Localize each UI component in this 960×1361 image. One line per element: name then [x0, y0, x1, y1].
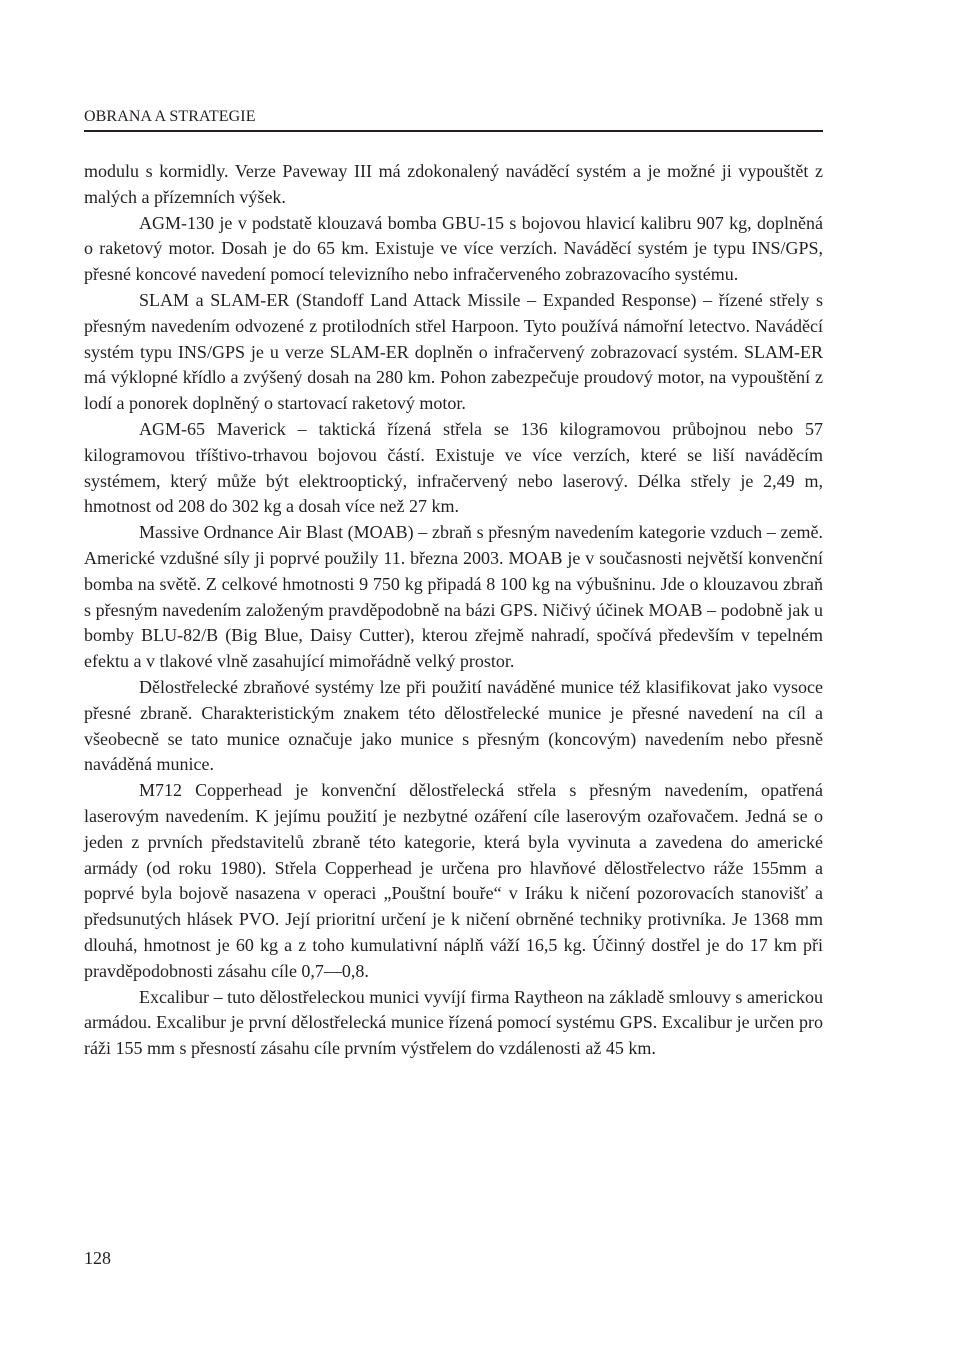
page-number: 128 [84, 1248, 111, 1268]
paragraph: Massive Ordnance Air Blast (MOAB) – zbraň s přesným navedením kategorie vzduch – země. Americké vzdušné síly ji poprvé použily 11. března 2003. MOAB je v současnosti největší konvenční bomba na světě. Z celkové hmotnosti 9 750 kg připadá 8 100 kg na výbušninu. Jde o klouzavou zbraň s přesným navedením založeným pravděpodobně na bázi GPS. Ničivý účinek MOAB – podobně jak u bomby BLU-82/B (Big Blue, Daisy Cutter), kterou zřejmě nahradí, spočívá především v tepelném efektu a v tlakové vlně zasahující mimořádně velký prostor. [84, 522, 823, 672]
paragraph: Dělostřelecké zbraňové systémy lze při použití naváděné munice též klasifikovat jako vysoce přesné zbraně. Charakteristickým znakem této dělostřelecké munice je přesné navedení na cíl a všeobecně se tato munice označuje jako munice s přesným (koncovým) navedením nebo přesně naváděná munice. [84, 676, 823, 775]
paragraph: M712 Copperhead je konvenční dělostřelecká střela s přesným navedením, opatřená laserovým navedením. K jejímu použití je nezbytné ozáření cíle laserovým ozařovačem. Jedná se o jeden z prvních představitelů zbraně této kategorie, která byla vyvinuta a zavedena do americké armády (od roku 1980). Střela Copperhead je určena pro hlavňové dělostřelectvo ráže 155mm a poprvé byla bojově nasazena v operaci „Pouštní bouře“ v Iráku k ničení pozorovacích stanovišť a předsunutých hlásek PVO. Její prioritní určení je k ničení obrněné techniky protivníka. Je 1368 mm dlouhá, hmotnost je 60 kg a z toho kumulativní náplň váží 16,5 kg. Účinný dostřel je do 17 km při pravděpodobnosti zásahu cíle 0,7—0,8. [84, 780, 823, 981]
paragraph: AGM-130 je v podstatě klouzavá bomba GBU-15 s bojovou hlavicí kalibru 907 kg, doplněná o raketový motor. Dosah je do 65 km. Existuje ve více verzích. Naváděcí systém je typu INS/GPS, přesné koncové navedení pomocí televizního nebo infračerveného zobrazovacího systému. [84, 212, 823, 285]
header-rule [84, 130, 823, 132]
running-head: OBRANA A STRATEGIE [84, 108, 256, 125]
paragraph: SLAM a SLAM-ER (Standoff Land Attack Missile – Expanded Response) – řízené střely s přesným navedením odvozené z protilodních střel Harpoon. Tyto používá námořní letectvo. Naváděcí systém typu INS/GPS je u verze SLAM-ER doplněn o infračervený zobrazovací systém. SLAM-ER má výklopné křídlo a zvýšený dosah na 280 km. Pohon zabezpečuje proudový motor, na vypouštění z lodí a ponorek doplněný o startovací raketový motor. [84, 289, 823, 414]
paragraph: Excalibur – tuto dělostřeleckou munici vyvíjí firma Raytheon na základě smlouvy s americkou armádou. Excalibur je první dělostřelecká munice řízená pomocí systému GPS. Excalibur je určen pro ráži 155 mm s přesností zásahu cíle prvním výstřelem do vzdálenosti až 45 km. [84, 986, 823, 1059]
paragraph: AGM-65 Maverick – taktická řízená střela se 136 kilogramovou průbojnou nebo 57 kilogramovou tříštivo-trhavou bojovou částí. Existuje ve více verzích, které se liší naváděcím systémem, který může být elektrooptický, infračervený nebo laserový. Délka střely je 2,49 m, hmotnost od 208 do 302 kg a dosah více než 27 km. [84, 418, 823, 517]
paragraph: modulu s kormidly. Verze Paveway III má zdokonalený naváděcí systém a je možné ji vypouštět z malých a přízemních výšek. [84, 161, 823, 207]
body-text [84, 159, 823, 1062]
